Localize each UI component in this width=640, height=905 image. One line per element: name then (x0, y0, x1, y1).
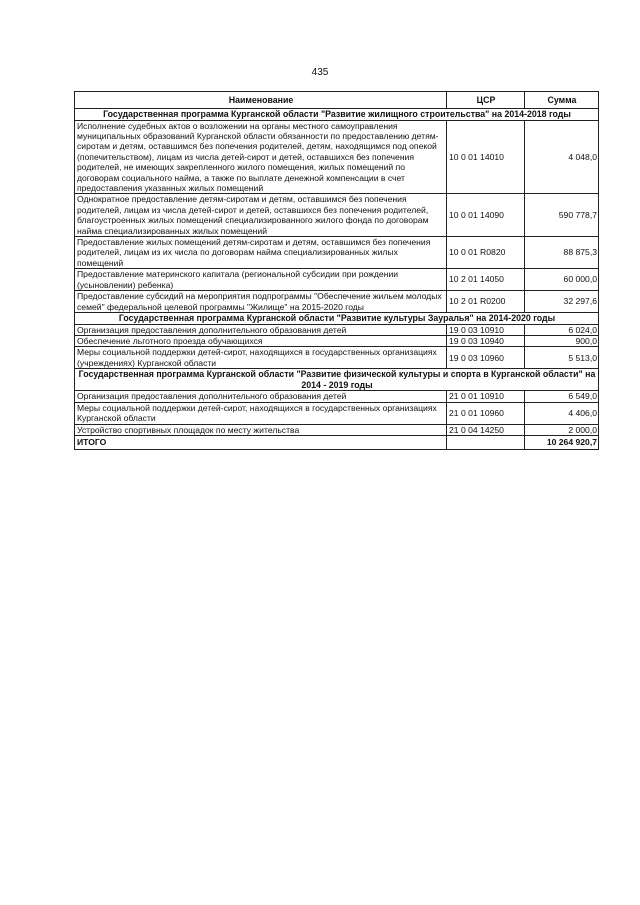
table-row (75, 335, 599, 346)
table-row (75, 402, 599, 424)
table-row (75, 391, 599, 402)
row-csr: 10 0 01 R0820 (447, 237, 525, 269)
row-sum: 590 778,7 (525, 194, 599, 237)
program-title: Государственная программа Курганской области "Развитие жилищного строительства" на 2014-2018 годы (75, 109, 599, 121)
row-sum: 4 048,0 (525, 120, 599, 194)
row-name: Устройство спортивных площадок по месту жительства (75, 424, 447, 435)
row-sum: 6 549,0 (525, 391, 599, 402)
total-csr-empty (447, 435, 525, 449)
row-csr: 19 0 03 10960 (447, 347, 525, 369)
row-sum: 5 513,0 (525, 347, 599, 369)
row-sum: 88 875,3 (525, 237, 599, 269)
row-csr: 10 2 01 R0200 (447, 291, 525, 313)
table-row (75, 194, 599, 237)
row-csr: 10 0 01 14090 (447, 194, 525, 237)
table-row (75, 291, 599, 313)
row-csr: 21 0 01 10960 (447, 402, 525, 424)
row-sum: 6 024,0 (525, 324, 599, 335)
table-row (75, 347, 599, 369)
program-header-housing (75, 109, 599, 121)
row-csr: 19 0 03 10940 (447, 335, 525, 346)
row-name: Однократное предоставление детям-сиротам и детям, оставшимся без попечения родителей, лицам из числа детей-сирот и детей, оставшихся без попечения родителей, благоустроенных жилых помещений специализированного жилого фонда по договорам найма специализированных жилых помещений (75, 194, 447, 237)
table-row (75, 120, 599, 194)
table-row (75, 424, 599, 435)
table-row (75, 237, 599, 269)
total-label: ИТОГО (75, 435, 447, 449)
table-row (75, 324, 599, 335)
total-sum: 10 264 920,7 (525, 435, 599, 449)
program-header-culture (75, 312, 599, 324)
row-sum: 60 000,0 (525, 269, 599, 291)
row-sum: 32 297,6 (525, 291, 599, 313)
row-name: Организация предоставления дополнительного образования детей (75, 324, 447, 335)
row-csr: 10 0 01 14010 (447, 120, 525, 194)
row-sum: 2 000,0 (525, 424, 599, 435)
row-csr: 19 0 03 10910 (447, 324, 525, 335)
table-header-row (75, 92, 599, 109)
column-header-csr: ЦСР (447, 92, 525, 109)
row-sum: 900,0 (525, 335, 599, 346)
row-sum: 4 406,0 (525, 402, 599, 424)
program-header-sport (75, 369, 599, 391)
row-name: Исполнение судебных актов о возложении на органы местного самоуправления муниципальных образований Курганской области обязанности по предоставлению детям-сиротам и детям, оставшимся без попечения родителей, детям, находящимся под опекой (попечительством), лицам из числа детей-сирот и детей, оставшихся без попечения родителей, не имеющих закрепленного жилого помещения, жилых помещений по договорам социального найма, а также по выплате денежной компенсации в счет предоставления указанных жилых помещений (75, 120, 447, 194)
row-csr: 21 0 01 10910 (447, 391, 525, 402)
row-name: Предоставление субсидий на мероприятия подпрограммы "Обеспечение жильем молодых семей" федеральной целевой программы "Жилище" на 2015-2020 годы (75, 291, 447, 313)
program-title: Государственная программа Курганской области "Развитие культуры Зауралья" на 2014-2020 годы (75, 312, 599, 324)
total-row (75, 435, 599, 449)
page-number: 435 (311, 67, 329, 78)
row-name: Организация предоставления дополнительного образования детей (75, 391, 447, 402)
budget-table (74, 91, 599, 450)
table-row (75, 269, 599, 291)
row-name: Меры социальной поддержки детей-сирот, находящихся в государственных организациях (учреждениях) Курганской области (75, 347, 447, 369)
column-header-name: Наименование (75, 92, 447, 109)
row-name: Предоставление материнского капитала (региональной субсидии при рождении (усыновлении) ребенка) (75, 269, 447, 291)
row-name: Предоставление жилых помещений детям-сиротам и детям, оставшимся без попечения родителей, лицам из их числа по договорам найма специализированных жилых помещений (75, 237, 447, 269)
column-header-sum: Сумма (525, 92, 599, 109)
row-csr: 21 0 04 14250 (447, 424, 525, 435)
program-title: Государственная программа Курганской области "Развитие физической культуры и спорта в Курганской области" на 2014 - 2019 годы (75, 369, 599, 391)
row-csr: 10 2 01 14050 (447, 269, 525, 291)
row-name: Меры социальной поддержки детей-сирот, находящихся в государственных организациях Курганской области (75, 402, 447, 424)
row-name: Обеспечение льготного проезда обучающихся (75, 335, 447, 346)
